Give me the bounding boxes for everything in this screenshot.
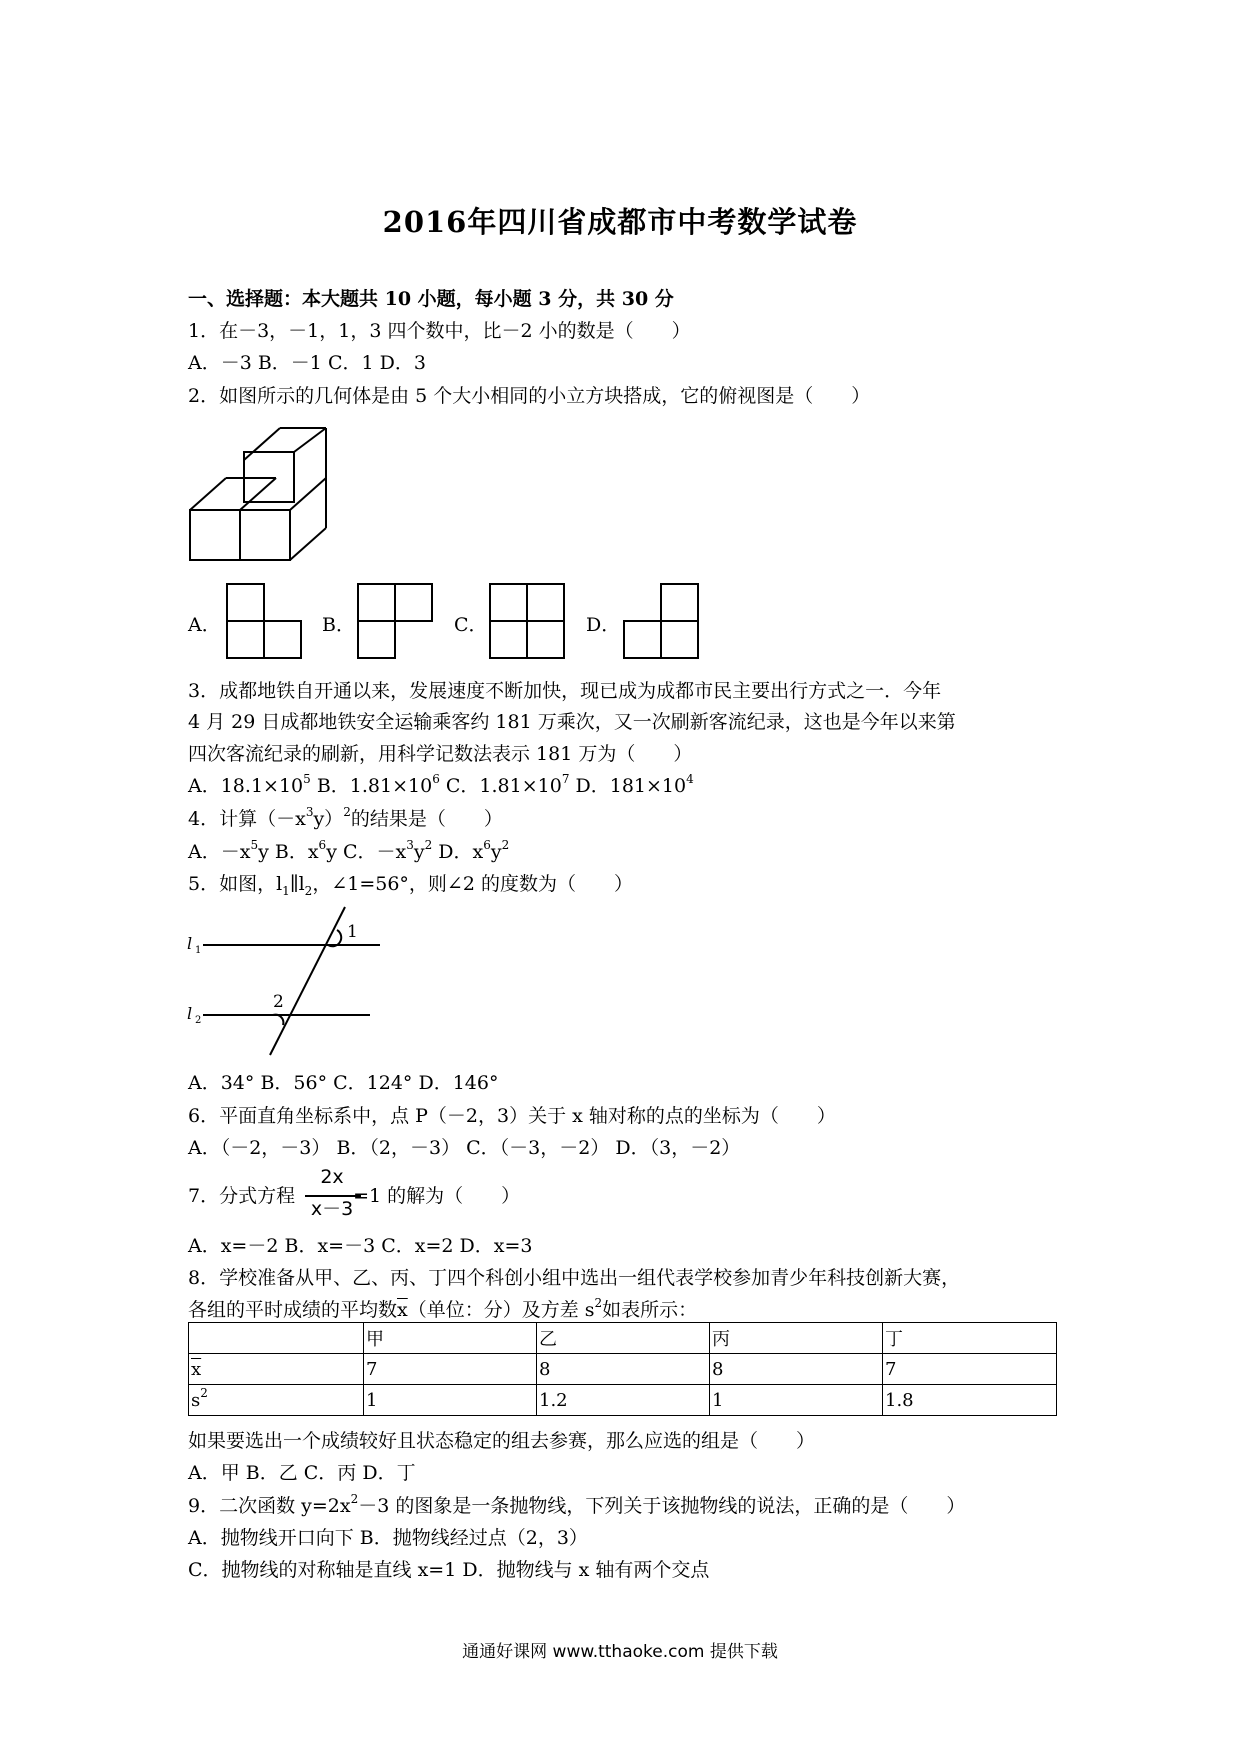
table-corner-cell: [189, 1323, 364, 1354]
table-cell: 8: [537, 1354, 710, 1385]
q7-fraction-bar: [305, 1195, 361, 1197]
question-3-line-1: 3．成都地铁自开通以来，发展速度不断加快，现已成为成都市民主要出行方式之一．今年: [188, 680, 942, 702]
table-header-cell: 丁: [883, 1323, 1057, 1354]
cube-figure: [186, 424, 336, 564]
question-9-options-1: A．抛物线开口向下 B．抛物线经过点（2，3）: [188, 1527, 588, 1549]
table-header-row: [189, 1323, 1057, 1354]
question-8-options: A．甲 B．乙 C．丙 D．丁: [188, 1462, 416, 1484]
table-header-cell: 甲: [364, 1323, 537, 1354]
question-8-line-2: 各组的平时成绩的平均数$\overline{x}$（单位：分）及方差 $s^2$如表所示：: [188, 1295, 698, 1321]
question-4-options: A．$-x^5y$ B．$x^6y$ C．$-x^3y^2$ D．$x^6y^2$: [188, 837, 510, 863]
q2-option-a-label: A．: [188, 614, 221, 636]
score-table: [188, 1322, 1057, 1416]
angle-2-label: 2: [273, 992, 284, 1012]
svg-text:2: 2: [195, 1015, 202, 1026]
question-6-options: A．（－2，－3） B．（2，－3） C．（－3，－2） D．（3，－2）: [188, 1137, 741, 1159]
question-1: 1．在－3，－1，1，3 四个数中，比－2 小的数是（ ）: [188, 320, 691, 342]
question-9-options-2: C．抛物线的对称轴是直线 x=1 D．抛物线与 x 轴有两个交点: [188, 1559, 710, 1581]
line-l2-label: l: [187, 1004, 193, 1023]
question-5: 5．如图，$l_1\parallel l_2$，∠1=56°，则∠2 的度数为（ ）: [188, 873, 633, 898]
table-cell: 7: [883, 1354, 1057, 1385]
table-row-label: $\overline{x}$: [189, 1354, 364, 1385]
table-cell: 8: [710, 1354, 883, 1385]
table-cell: 1.2: [537, 1385, 710, 1416]
q2-option-a-figure: [225, 582, 303, 660]
question-5-options: A．34° B．56° C．124° D．146°: [188, 1072, 499, 1094]
q2-option-c-figure: [488, 582, 566, 660]
q2-option-c-label: C．: [454, 614, 488, 636]
question-6: 6．平面直角坐标系中，点 P（－2，3）关于 x 轴对称的点的坐标为（ ）: [188, 1105, 836, 1127]
question-9: 9．二次函数 $y=2x^2-3$ 的图象是一条抛物线，下列关于该抛物线的说法，正确的是（ ）: [188, 1491, 966, 1517]
table-cell: 7: [364, 1354, 537, 1385]
table-header-cell: 乙: [537, 1323, 710, 1354]
svg-text:1: 1: [195, 945, 202, 956]
parallel-lines-figure: [185, 905, 385, 1060]
table-row: [189, 1354, 1057, 1385]
table-row-label: $s^2$: [189, 1385, 364, 1416]
page-title: 2016年四川省成都市中考数学试卷: [382, 205, 858, 239]
question-7-options: A．x=－2 B．x=－3 C．x=2 D．x=3: [188, 1235, 533, 1257]
table-cell: 1: [364, 1385, 537, 1416]
page-footer: 通通好课网 www.tthaoke.com 提供下载: [462, 1642, 778, 1662]
q2-option-b-figure: [356, 582, 434, 660]
table-header-cell: 丙: [710, 1323, 883, 1354]
table-row: [189, 1385, 1057, 1416]
line-l1-label: l: [187, 934, 193, 953]
question-8-line-3: 如果要选出一个成绩较好且状态稳定的组去参赛，那么应选的组是（ ）: [188, 1430, 816, 1452]
question-3-line-3: 四次客流纪录的刷新，用科学记数法表示 181 万为（ ）: [188, 743, 693, 765]
q7-fraction-denominator: x－3: [310, 1198, 354, 1220]
q2-option-d-figure: [622, 582, 700, 660]
question-3-line-2: 4 月 29 日成都地铁安全运输乘客约 181 万乘次，又一次刷新客流纪录，这也是今年以来第: [188, 711, 956, 733]
question-7: 7．分式方程 =1 的解为（ ）: [188, 1185, 521, 1207]
q7-fraction-numerator: 2x: [320, 1166, 344, 1188]
section-heading: 一、选择题：本大题共 10 小题，每小题 3 分，共 30 分: [188, 288, 674, 310]
table-cell: 1: [710, 1385, 883, 1416]
question-2: 2．如图所示的几何体是由 5 个大小相同的小立方块搭成，它的俯视图是（ ）: [188, 385, 871, 407]
question-8-line-1: 8．学校准备从甲、乙、丙、丁四个科创小组中选出一组代表学校参加青少年科技创新大赛，: [188, 1267, 961, 1289]
angle-1-label: 1: [347, 922, 358, 942]
q2-option-b-label: B．: [322, 614, 355, 636]
question-1-options: A．－3 B．－1 C．1 D．3: [188, 352, 426, 374]
q2-option-d-label: D．: [586, 614, 621, 636]
table-cell: 1.8: [883, 1385, 1057, 1416]
question-3-options: A．$18.1\times 10^5$ B．$1.81\times 10^6$ C．$1.81\times 10^7$ D．$181\times 10^4$: [188, 771, 694, 797]
question-4: 4．计算$(-x^3y)^2$的结果是（ ）: [188, 804, 503, 830]
